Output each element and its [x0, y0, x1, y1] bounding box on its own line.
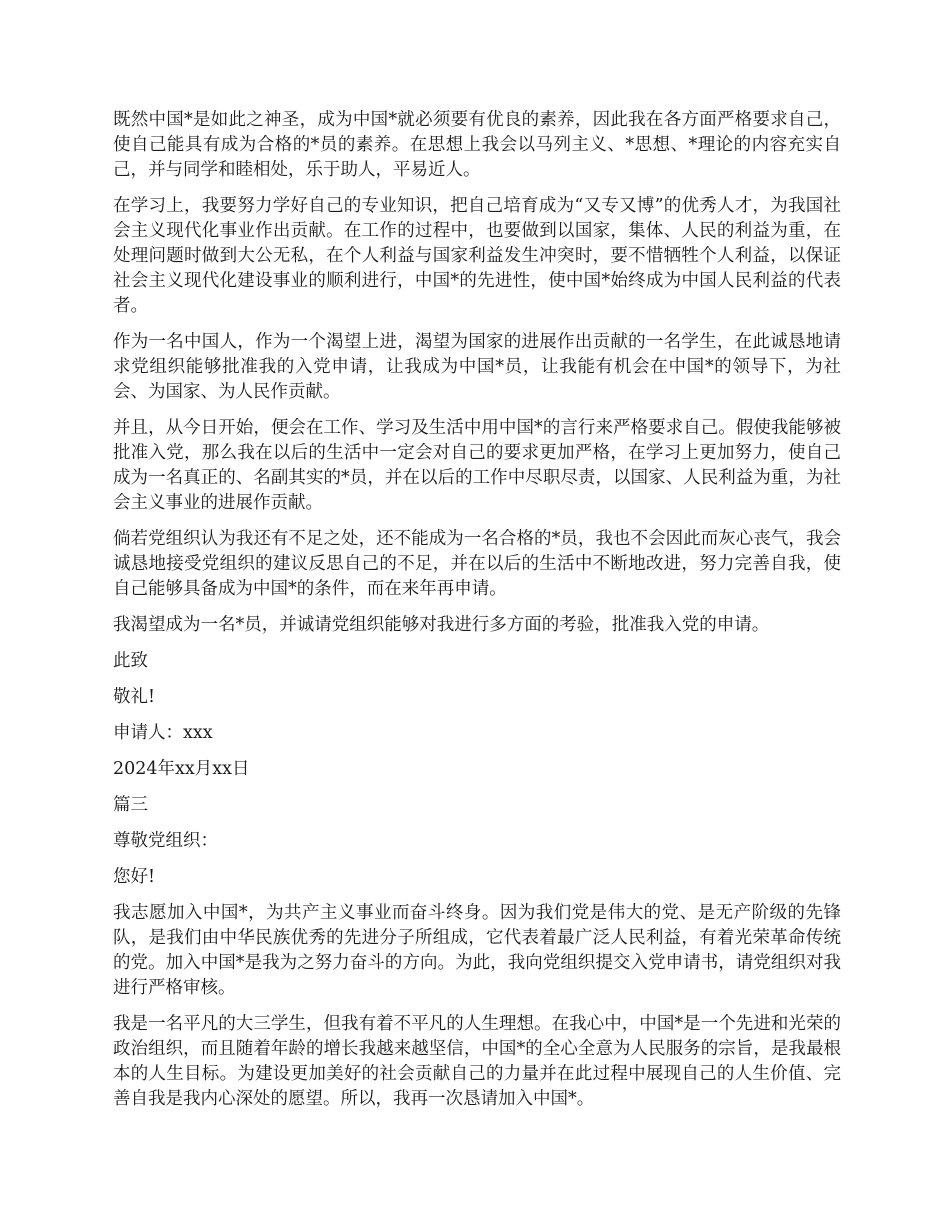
closing-respect: 敬礼!: [113, 687, 156, 707]
closing-salutation: 此致: [113, 651, 148, 671]
applicant-signature: 申请人：xxx: [113, 723, 213, 743]
paragraph: 作为一名中国人，作为一个渴望上进，渴望为国家的进展作出贡献的一名学生，在此诚恳地请求党组织能够批准我的入党申请，让我成为中国*员，让我能有机会在中国*的领导下，为社会、为国家、为人民作贡献。: [113, 332, 841, 402]
paragraph: 在学习上，我要努力学好自己的专业知识，把自己培育成为“又专又博”的优秀人才，为我国社会主义现代化事业作出贡献。在工作的过程中，也要做到以国家，集体、人民的利益为重，在处理问题时做到大公无私，在个人利益与国家利益发生冲突时，要不惜牺牲个人利益，以保证社会主义现代化建设事业的顺利进行，中国*的先进性，使中国*始终成为中国人民利益的代表者。: [113, 196, 841, 316]
paragraph: 我渴望成为一名*员，并诚请党组织能够对我进行多方面的考验，批准我入党的申请。: [113, 615, 770, 635]
greeting-hello: 您好!: [113, 867, 156, 887]
paragraph: 我是一名平凡的大三学生，但我有着不平凡的人生理想。在我心中，中国*是一个先进和光荣的政治组织，而且随着年龄的增长我越来越坚信，中国*的全心全意为人民服务的宗旨，是我最根本的人生目标。为建设更加美好的社会贡献自己的力量并在此过程中展现自己的人生价值、完善自我是我内心深处的愿望。所以，我再一次恳请加入中国*。: [113, 1014, 841, 1109]
paragraph: 并且，从今日开始，便会在工作、学习及生活中用中国*的言行来严格要求自己。假使我能够被批准入党，那么我在以后的生活中一定会对自己的要求更加严格，在学习上更加努力，使自己成为一名真正的、名副其实的*员，并在以后的工作中尽职尽责，以国家、人民利益为重，为社会主义事业的进展作贡献。: [113, 418, 841, 513]
paragraph: 既然中国*是如此之神圣，成为中国*就必须要有优良的素养，因此我在各方面严格要求自己，使自己能具有成为合格的*员的素养。在思想上我会以马列主义、*思想、*理论的内容充实自己，并与同学和睦相处，乐于助人，平易近人。: [113, 110, 841, 180]
section-title: 篇三: [113, 795, 148, 815]
application-date: 2024年xx月xx日: [113, 759, 250, 779]
document-page: [113, 108, 841, 1123]
greeting-recipient: 尊敬党组织：: [113, 831, 218, 851]
paragraph: 我志愿加入中国*，为共产主义事业而奋斗终身。因为我们党是伟大的党、是无产阶级的先锋队，是我们由中华民族优秀的先进分子所组成，它代表着最广泛人民利益，有着光荣革命传统的党。加入中国*是我为之努力奋斗的方向。为此，我向党组织提交入党申请书，请党组织对我进行严格审核。: [113, 903, 841, 998]
paragraph: 倘若党组织认为我还有不足之处，还不能成为一名合格的*员，我也不会因此而灰心丧气，我会诚恳地接受党组织的建议反思自己的不足，并在以后的生活中不断地改进，努力完善自我，使自己能够具备成为中国*的条件，而在来年再申请。: [113, 529, 841, 599]
